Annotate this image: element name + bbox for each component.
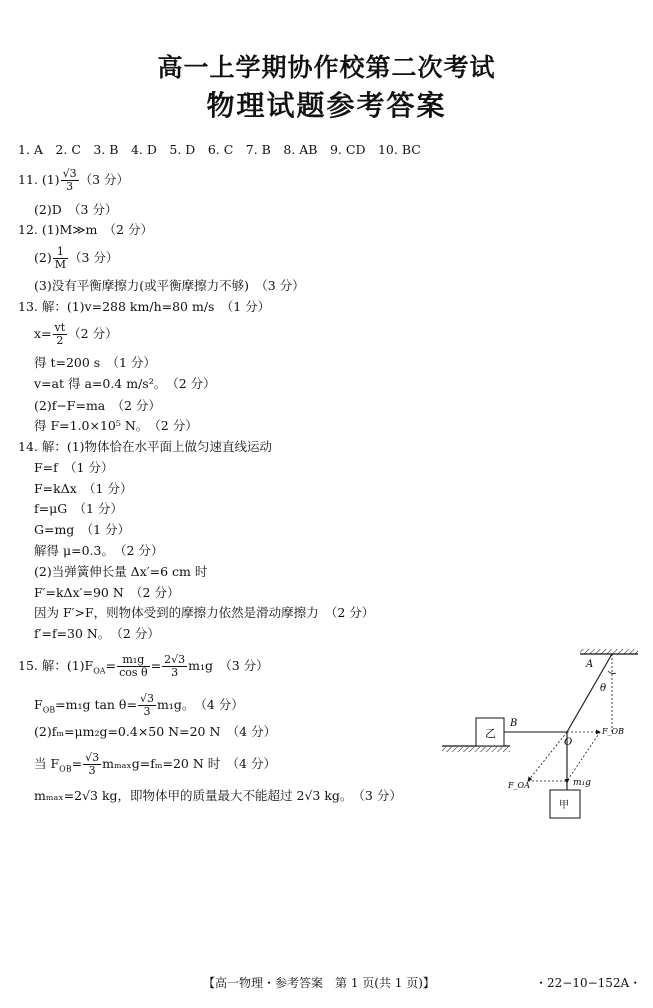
q15-l1-frac1-num: m₁g: [117, 654, 150, 667]
q13-line-3: 得 t=200 s （1 分）: [34, 355, 156, 370]
q14-line-10: f′=f=30 N。 （2 分）: [34, 626, 160, 641]
q12-prefix: (2): [34, 250, 52, 265]
q15-l2-fraction: [138, 693, 156, 718]
q11-frac-den: 3: [66, 180, 74, 193]
q13-line-5: (2)f−F=ma （2 分）: [34, 398, 161, 413]
q15-l1-fraction-2: [162, 654, 187, 679]
footer-code: ・22−10−152A・: [535, 976, 642, 990]
label-o: O: [564, 737, 573, 748]
q15-l2-a: F: [34, 697, 43, 712]
label-yi: 乙: [485, 727, 496, 740]
q15-l1-frac2-num: 2√3: [164, 653, 186, 666]
q15-l4-tail: mₘₐₓg=fₘ=20 N 时 （4 分）: [102, 756, 276, 771]
ceiling-hatch: [580, 649, 638, 654]
q15-l1-sub: OA: [93, 666, 106, 676]
force-diagram: [440, 645, 650, 825]
arrow-foa: [528, 732, 567, 781]
q15-l1-prefix: 15. 解：(1)F: [18, 658, 94, 673]
q15-line-2: [34, 693, 244, 719]
q11-line-1: [18, 168, 129, 193]
q14-line-8: F′=kΔx′=90 N （2 分）: [34, 585, 180, 600]
label-foa: F_OA: [508, 781, 530, 790]
q14-line-3: F=kΔx （1 分）: [34, 481, 133, 496]
title-line-1: 高一上学期协作校第二次考试: [157, 53, 496, 82]
label-theta: θ: [600, 683, 607, 694]
title-line-2: 物理试题参考答案: [206, 89, 447, 122]
q15-l2-b: =m₁g tan θ=: [55, 697, 137, 712]
q13-frac-den: 2: [56, 334, 64, 347]
q15-line-1: [18, 654, 269, 680]
q15-l1-frac1-den: cos θ: [119, 666, 148, 679]
q14-line-7: (2)当弹簧伸长量 Δx′=6 cm 时: [34, 564, 208, 579]
q12-line-3: (3)没有平衡摩擦力(或平衡摩擦力不够) （3 分）: [34, 278, 305, 293]
q15-l4-fraction: [83, 752, 101, 777]
q12-frac-num: 1: [53, 246, 68, 259]
q15-l4-b: =: [71, 756, 83, 771]
q14-line-9: 因为 F′>F，则物体受到的摩擦力依然是滑动摩擦力 （2 分）: [34, 605, 375, 620]
q15-l1-eq: =: [105, 658, 117, 673]
label-b: B: [510, 718, 518, 729]
q15-l1-frac2-den: 3: [171, 666, 179, 679]
q13-prefix: x=: [34, 326, 52, 341]
q12-frac-den: M: [54, 258, 66, 271]
mc-answers: 1. A 2. C 3. B 4. D 5. D 6. C 7. B 8. AB 9. CD 10. BC: [18, 142, 421, 157]
q14-line-1: 14. 解：(1)物体恰在水平面上做匀速直线运动: [18, 439, 273, 454]
q15-l1-eq2: =: [150, 658, 162, 673]
q11-fraction: [61, 168, 79, 193]
q14-line-4: f=μG （1 分）: [34, 501, 123, 516]
q15-l4-a: 当 F: [34, 756, 60, 771]
q15-line-4: [34, 752, 276, 778]
label-m1g: m₁g: [573, 778, 591, 788]
floor-hatch: [442, 747, 510, 752]
footer-page-info: 【高一物理・参考答案 第 1 页(共 1 页)】: [203, 976, 435, 990]
q14-line-2: F=f （1 分）: [34, 460, 114, 475]
q12-fraction: [53, 246, 68, 271]
q11-frac-num: √3: [62, 167, 77, 180]
q14-line-5: G=mg （1 分）: [34, 522, 130, 537]
q15-l4-sub: OB: [59, 764, 72, 774]
q12-line-1: 12. (1)M≫m （2 分）: [18, 222, 153, 237]
q15-line-3: (2)fₘ=μm₂g=0.4×50 N=20 N （4 分）: [34, 724, 277, 739]
q11-line-2: (2)D （3 分）: [34, 202, 118, 217]
q15-l1-tail: m₁g （3 分）: [188, 658, 269, 673]
q15-line-5: mₘₐₓ=2√3 kg，即物体甲的质量最大不能超过 2√3 kg。 （3 分）: [34, 788, 402, 803]
q13-line-1: 13. 解：(1)v=288 km/h=80 m/s （1 分）: [18, 299, 271, 314]
q15-l2-sub: OB: [42, 705, 56, 715]
q14-line-6: 解得 μ=0.3。 （2 分）: [34, 543, 164, 558]
q11-prefix: 11. (1): [18, 172, 60, 187]
label-jia: 甲: [559, 800, 569, 811]
q13-line-2: [34, 322, 118, 347]
label-a: A: [586, 659, 594, 670]
q15-l1-fraction-1: [117, 654, 150, 679]
q15-l4-frac-num: √3: [85, 751, 100, 764]
q13-line-4: v=at 得 a=0.4 m/s²。 （2 分）: [34, 376, 216, 391]
q12-line-2: [34, 246, 118, 271]
q13-frac-num: vt: [54, 321, 66, 334]
q13-score: （2 分）: [68, 326, 118, 341]
q11-score: （3 分）: [79, 172, 130, 187]
q15-l2-tail: m₁g。 （4 分）: [156, 697, 244, 712]
q15-l2-frac-den: 3: [143, 705, 151, 718]
q15-l4-frac-den: 3: [88, 764, 96, 777]
q13-fraction: [53, 322, 68, 347]
label-fob: F_OB: [602, 727, 624, 736]
q15-l2-frac-num: √3: [139, 692, 154, 705]
q12-score: （3 分）: [68, 250, 119, 265]
q13-line-6: 得 F=1.0×10⁵ N。 （2 分）: [34, 418, 198, 433]
